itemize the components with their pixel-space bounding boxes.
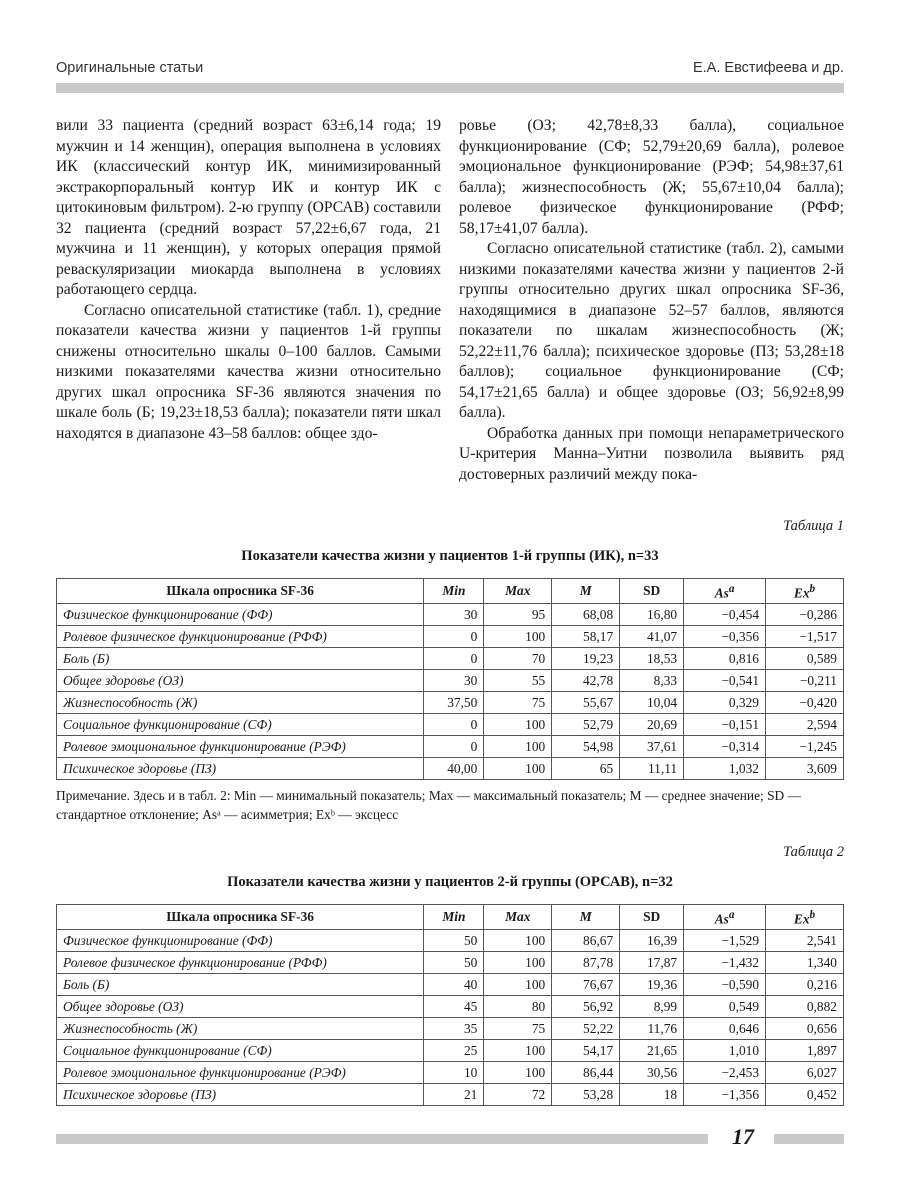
table-cell-value: 100 — [484, 758, 552, 780]
table-cell-scale: Физическое функционирование (ФФ) — [57, 604, 424, 626]
table-row — [57, 974, 844, 996]
footer-rule — [56, 1134, 708, 1144]
table-cell-value: 86,44 — [552, 1062, 620, 1084]
table-row — [57, 736, 844, 758]
table-cell-value: 54,98 — [552, 736, 620, 758]
table-cell-value: 87,78 — [552, 952, 620, 974]
table-row — [57, 626, 844, 648]
table-cell-value: 10,04 — [620, 692, 684, 714]
table-cell-value: −0,590 — [684, 974, 766, 996]
table-cell-value: 53,28 — [552, 1084, 620, 1106]
table-cell-value: 75 — [484, 1018, 552, 1040]
table-cell-value: 50 — [424, 952, 484, 974]
paragraph: Обработка данных при помощи непараметрического U-критерия Манна–Уитни позволила выявить ряд достоверных различий между пока- — [459, 424, 844, 483]
table-cell-scale: Боль (Б) — [57, 648, 424, 670]
table-cell-scale: Психическое здоровье (ПЗ) — [57, 758, 424, 780]
table-cell-value: −0,420 — [766, 692, 844, 714]
table-cell-value: 86,67 — [552, 930, 620, 952]
table-cell-value: 80 — [484, 996, 552, 1018]
table-cell-scale: Ролевое физическое функционирование (РФФ) — [57, 626, 424, 648]
table-cell-value: 30,56 — [620, 1062, 684, 1084]
table-cell-scale: Боль (Б) — [57, 974, 424, 996]
table-cell-value: 21 — [424, 1084, 484, 1106]
table-cell-value: 75 — [484, 692, 552, 714]
table1-label: Таблица 1 — [783, 518, 844, 534]
right-column — [459, 116, 844, 485]
table-row — [57, 758, 844, 780]
table-cell-value: 65 — [552, 758, 620, 780]
table-cell-value: 68,08 — [552, 604, 620, 626]
table-cell-value: 0,329 — [684, 692, 766, 714]
table-cell-value: 76,67 — [552, 974, 620, 996]
table-cell-value: 1,010 — [684, 1040, 766, 1062]
table-cell-value: 50 — [424, 930, 484, 952]
table-cell-value: 2,541 — [766, 930, 844, 952]
column-header-as: As$^a$ — [684, 905, 766, 930]
table-cell-value: 16,39 — [620, 930, 684, 952]
table-row — [57, 952, 844, 974]
table-cell-value: 0 — [424, 626, 484, 648]
table-row — [57, 648, 844, 670]
table-cell-scale: Общее здоровье (ОЗ) — [57, 670, 424, 692]
table-row — [57, 1018, 844, 1040]
body-text — [56, 116, 844, 485]
column-header-as: As$^a$ — [684, 579, 766, 604]
table-cell-value: 30 — [424, 604, 484, 626]
column-header-sd: SD — [620, 579, 684, 604]
table-cell-value: −0,356 — [684, 626, 766, 648]
table-cell-value: 100 — [484, 626, 552, 648]
table-cell-value: 0,589 — [766, 648, 844, 670]
table-row — [57, 670, 844, 692]
table-row — [57, 1040, 844, 1062]
table-row — [57, 1084, 844, 1106]
table-cell-value: 6,027 — [766, 1062, 844, 1084]
table-cell-value: 0,882 — [766, 996, 844, 1018]
table-cell-value: 1,340 — [766, 952, 844, 974]
table-cell-value: 72 — [484, 1084, 552, 1106]
table-row — [57, 996, 844, 1018]
table-row — [57, 1062, 844, 1084]
note-text: Примечание. Здесь и в табл. 2: Min — минимальный показатель; Max — максимальный показатель; M — среднее значение; SD — стандартное отклонение; Asᵃ — асимметрия; Exᵇ — эксцесс — [56, 788, 801, 822]
table-cell-value: −1,245 — [766, 736, 844, 758]
table-cell-scale: Жизнеспособность (Ж) — [57, 1018, 424, 1040]
section-title: Оригинальные статьи — [56, 60, 204, 76]
column-header-m: M — [552, 905, 620, 930]
table-cell-scale: Ролевое физическое функционирование (РФФ) — [57, 952, 424, 974]
table-cell-value: 0 — [424, 648, 484, 670]
table-cell-value: 54,17 — [552, 1040, 620, 1062]
table-cell-value: 16,80 — [620, 604, 684, 626]
table-cell-value: 0,452 — [766, 1084, 844, 1106]
table-cell-value: −1,356 — [684, 1084, 766, 1106]
table-cell-value: 18 — [620, 1084, 684, 1106]
footer-rule-right — [774, 1134, 844, 1144]
table-cell-value: 95 — [484, 604, 552, 626]
table-row — [57, 714, 844, 736]
table-cell-value: −0,314 — [684, 736, 766, 758]
table-cell-value: 18,53 — [620, 648, 684, 670]
table-cell-value: 3,609 — [766, 758, 844, 780]
table-cell-value: 70 — [484, 648, 552, 670]
paragraph: вили 33 пациента (средний возраст 63±6,14 года; 19 мужчин и 14 женщин), операция выполнена в условиях ИК (классический контур ИК, минимизированный экстракорпоральный контур ИК и контур ИК с цитокиновым фильтром). 2-ю группу (ОРСАВ) составили 32 пациента (средний возраст 57,22±6,67 года, 21 мужчина и 11 женщин), у которых операция прямой реваскуляризации миокарда выполнена в условиях работающего сердца. — [56, 117, 441, 298]
table-row — [57, 604, 844, 626]
table-cell-value: −0,454 — [684, 604, 766, 626]
column-header-scale: Шкала опросника SF-36 — [57, 579, 424, 604]
table-cell-value: −1,432 — [684, 952, 766, 974]
table-cell-value: −0,286 — [766, 604, 844, 626]
table-header-row — [57, 579, 844, 604]
table-cell-value: 40 — [424, 974, 484, 996]
table-cell-value: 19,36 — [620, 974, 684, 996]
table-cell-value: 0 — [424, 714, 484, 736]
table-cell-value: −2,453 — [684, 1062, 766, 1084]
table-cell-scale: Психическое здоровье (ПЗ) — [57, 1084, 424, 1106]
table-cell-value: 45 — [424, 996, 484, 1018]
table-note — [56, 786, 844, 824]
table-cell-value: 41,07 — [620, 626, 684, 648]
table-cell-value: 0,549 — [684, 996, 766, 1018]
header-rule — [56, 83, 844, 93]
table-cell-scale: Физическое функционирование (ФФ) — [57, 930, 424, 952]
table-cell-value: 100 — [484, 930, 552, 952]
authors: Е.А. Евстифеева и др. — [692, 60, 844, 76]
column-header-ex: Ex$^b$ — [766, 579, 844, 604]
table-cell-value: 0,646 — [684, 1018, 766, 1040]
table-cell-value: 1,032 — [684, 758, 766, 780]
table-cell-value: 2,594 — [766, 714, 844, 736]
table-cell-scale: Ролевое эмоциональное функционирование (РЭФ) — [57, 736, 424, 758]
table-cell-value: 21,65 — [620, 1040, 684, 1062]
table-cell-value: 100 — [484, 1040, 552, 1062]
table-cell-value: 10 — [424, 1062, 484, 1084]
table-cell-value: 52,22 — [552, 1018, 620, 1040]
table-cell-scale: Социальное функционирование (СФ) — [57, 1040, 424, 1062]
column-header-min: Min — [424, 905, 484, 930]
column-header-min: Min — [424, 579, 484, 604]
table-cell-value: 100 — [484, 1062, 552, 1084]
table-cell-scale: Жизнеспособность (Ж) — [57, 692, 424, 714]
table-cell-value: 55,67 — [552, 692, 620, 714]
table-cell-value: 0,656 — [766, 1018, 844, 1040]
table-cell-value: 0,216 — [766, 974, 844, 996]
table-cell-value: 100 — [484, 952, 552, 974]
table-header-row — [57, 905, 844, 930]
table-cell-value: 37,61 — [620, 736, 684, 758]
table-cell-value: 17,87 — [620, 952, 684, 974]
table-cell-scale: Социальное функционирование (СФ) — [57, 714, 424, 736]
table-cell-value: 37,50 — [424, 692, 484, 714]
running-header — [56, 60, 844, 76]
table-cell-value: −0,541 — [684, 670, 766, 692]
left-column — [56, 116, 441, 485]
column-header-ex: Ex$^b$ — [766, 905, 844, 930]
table-cell-value: 100 — [484, 974, 552, 996]
table-cell-value: 11,76 — [620, 1018, 684, 1040]
journal-page — [56, 0, 844, 1200]
table-cell-value: −1,529 — [684, 930, 766, 952]
table-cell-value: 0 — [424, 736, 484, 758]
table-cell-value: 19,23 — [552, 648, 620, 670]
table-cell-value: 25 — [424, 1040, 484, 1062]
table-row — [57, 692, 844, 714]
table-cell-value: 55 — [484, 670, 552, 692]
table-cell-value: 52,79 — [552, 714, 620, 736]
table-cell-value: 30 — [424, 670, 484, 692]
table2-title: Показатели качества жизни у пациентов 2-й группы (ОРСАВ), n=32 — [227, 874, 673, 890]
page-number: 17 — [732, 1124, 754, 1149]
table-cell-value: 58,17 — [552, 626, 620, 648]
table-cell-value: −0,151 — [684, 714, 766, 736]
paragraph: Согласно описательной статистике (табл. 2), самыми низкими показателями качества жизни у пациентов 2-й группы относительно других шкал опросника SF-36, находящимися в диапазоне 52–57 баллов, являются показатели по шкалам жизнеспособность (Ж; 52,22±11,76 балла); психическое здоровье (ПЗ; 53,28±18 баллов); социальное функционирование (СФ; 54,17±21,65 балла) и общее здоровье (ОЗ; 56,92±8,99 балла). — [459, 240, 844, 421]
table-cell-value: 20,69 — [620, 714, 684, 736]
table-cell-scale: Общее здоровье (ОЗ) — [57, 996, 424, 1018]
table-cell-value: 35 — [424, 1018, 484, 1040]
column-header-scale: Шкала опросника SF-36 — [57, 905, 424, 930]
table-cell-value: 8,33 — [620, 670, 684, 692]
table2-label: Таблица 2 — [783, 844, 844, 860]
table-cell-value: −1,517 — [766, 626, 844, 648]
table-cell-value: 56,92 — [552, 996, 620, 1018]
table1-title: Показатели качества жизни у пациентов 1-й группы (ИК), n=33 — [241, 548, 659, 564]
column-header-m: M — [552, 579, 620, 604]
paragraph: ровье (ОЗ; 42,78±8,33 балла), социальное функционирование (СФ; 52,79±20,69 балла), ролевое эмоциональное функционирование (РЭФ; 54,98±37,61 балла); жизнеспособность (Ж; 55,67±10,04 балла); ролевое физическое функционирование (РФФ; 58,17±41,07 балла). — [459, 117, 844, 237]
table2 — [56, 904, 844, 1106]
table-cell-value: 0,816 — [684, 648, 766, 670]
table-cell-value: 1,897 — [766, 1040, 844, 1062]
table-cell-value: 40,00 — [424, 758, 484, 780]
column-header-sd: SD — [620, 905, 684, 930]
table-cell-value: 100 — [484, 736, 552, 758]
table2-body — [57, 930, 844, 1106]
column-header-max: Max — [484, 579, 552, 604]
table-cell-value: 42,78 — [552, 670, 620, 692]
table-cell-value: −0,211 — [766, 670, 844, 692]
table-cell-value: 11,11 — [620, 758, 684, 780]
table1-body — [57, 604, 844, 780]
column-header-max: Max — [484, 905, 552, 930]
paragraph: Согласно описательной статистике (табл. 1), средние показатели качества жизни у пациентов 1-й группы снижены относительно шкалы 0–100 баллов. Самыми низкими показателями качества жизни относительно других шкал опросника SF-36 являются значения по шкале боль (Б; 19,23±18,53 балла); показатели пяти шкал находятся в диапазоне 43–58 баллов: общее здо- — [56, 301, 441, 442]
table-cell-value: 8,99 — [620, 996, 684, 1018]
table-cell-value: 100 — [484, 714, 552, 736]
table-cell-scale: Ролевое эмоциональное функционирование (РЭФ) — [57, 1062, 424, 1084]
table1 — [56, 578, 844, 780]
table-row — [57, 930, 844, 952]
